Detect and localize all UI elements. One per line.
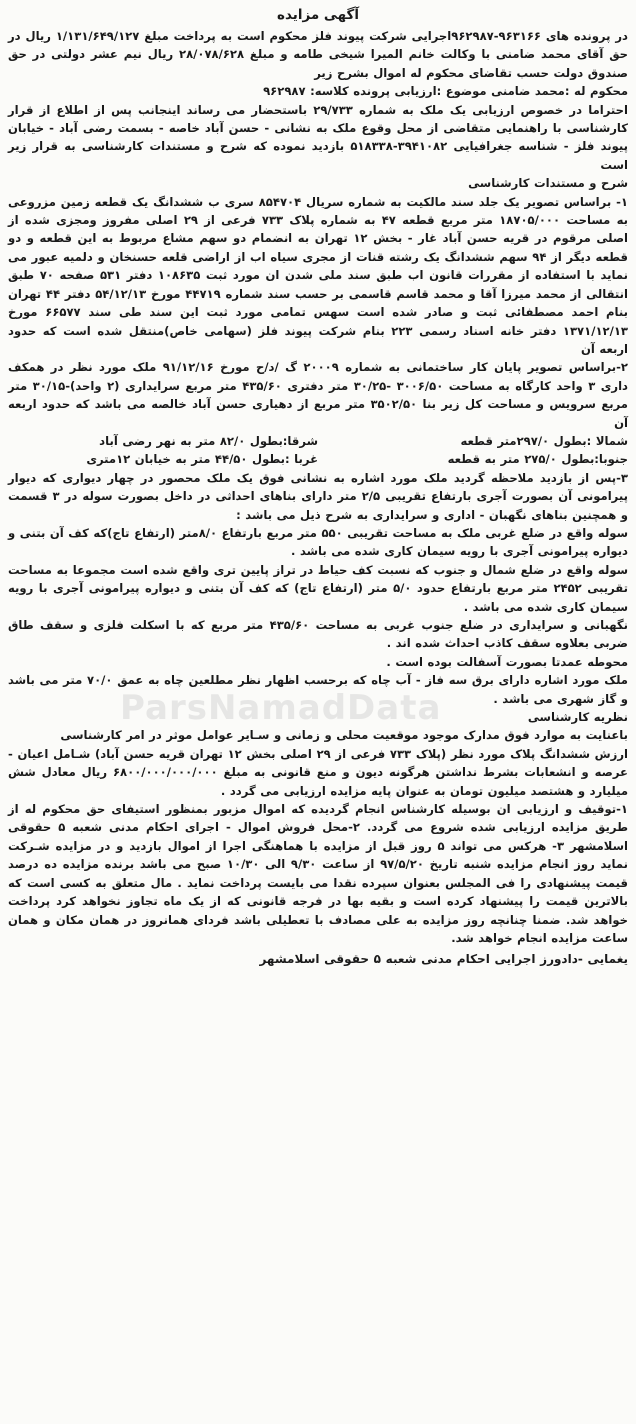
intro-paragraph: در پرونده های ۹۶۳۱۶۶-۹۶۲۹۸۷اجرایی شرکت پیوند فلز محکوم است به پرداخت مبلغ ۱/۱۳۱/۶۴۹/۱۲۷ ریال در حق آقای محمد ضامنی با وکالت خانم المیرا شیخی طامه و مبلغ ۲۸/۰۷۸/۶۲۸ ریال نیم عشر دولتی در حق صندوق دولت حسب تقاضای محکوم له اموال بشرح زیر (8, 29, 629, 80)
boundary-south: جنوبا:بطول ۲۷۵/۰ متر به قطعه (447, 452, 628, 467)
item-3-guard-house: نگهبانی و سرایداری در ضلع جنوب غربی به مساحت ۴۳۵/۶۰ متر مربع که با اسکلت فلزی و سقف طاق ضربی بعلاوه سقف کاذب احداث شده اند . (8, 618, 628, 651)
section-heading-opinion: نظریه کارشناسی (527, 710, 628, 725)
item-1-deed: ۱- براساس تصویر یک جلد سند مالکیت به شماره سریال ۸۵۴۷۰۴ سری ب ششدانگ یک قطعه زمین مزروعی به مساحت ۱۸۷۰۵/۰۰۰ متر مربع قطعه ۴۷ به شماره پلاک ۷۳۳ فرعی از ۲۹ اصلی مفروز ومجزی شده از اصلی مرقوم در قریه حسن آباد غار - بخش ۱۲ تهران به انضمام دو سهم مشاع مربوط به این قطعه و دو قطعه دیگر از ۹۴ سهم ششدانگ یک رشته قنات از مجری سیاه اب از اراضی قلعه حسنخان و دلمیه عبور می نماید با استفاده از مقررات قانون اب طبق سند ملی شدن ان مورد ثبت ۱۰۸۶۳۵ دفتر ۵۳۱ صفحه ۷۰ طبق انتقالی از محمد میرزا آقا و محمد قاسم قاسمی بر حسب سند شماره ۴۴۷۱۹ مورخ ۵۴/۱۲/۱۳ دفتر ۴۴ تهران بنام احمد مصطفائی ثبت و صادر شده است سهس تمامی مورد ثبت این سند طی سند ۶۶۵۷۷ مورخ ۱۳۷۱/۱۲/۱۳ دفتر خانه اسناد رسمی ۲۲۳ بنام شرکت پیوند فلز (سهامی خاص)منتقل شده است که حدود اربعه آن (8, 194, 629, 356)
item-3-west-hall: سوله واقع در ضلع غربی ملک به مساحت تقریبی ۵۵۰ متر مربع بارتفاع ۸/۰متر (ارتفاع تاج)که کف آن بتنی و دیواره پیرامونی آجری با رویه سیمان کاری شده می باشد . (8, 525, 628, 559)
boundary-west: غربا :بطول ۴۴/۵۰ متر به خیابان ۱۲متری (86, 452, 318, 467)
section-heading-documents: شرح و مستندات کارشناسی (468, 176, 628, 191)
opinion-paragraph-2: ارزش ششدانگ پلاک مورد نظر (پلاک ۷۳۳ فرعی از ۲۹ اصلی بخش ۱۲ تهران قریه حسن آباد) شـامل اعیان - عرصه و انشعابات بشرط نداشتن هرگونه دیون و منع قانونی به مبلغ ۶۸۰۰/۰۰۰/۰۰۰/۰۰۰ ریال معادل شش میلیارد و هشتصد میلیون تومان به عنوان پایه مزایده ارزیابی می گردد . (8, 746, 628, 798)
assessment-paragraph: احتراما در خصوص ارزیابی یک ملک به شماره ۲۹/۷۳۳ باستحضار می رساند اینجانب پس از اطلاع از قرار کارشناسی با راهنمایی متقاضی از محل وقوع ملک به نشانی - حسن آباد خاصه - بسمت رضی آباد - خیابان پیوند فلز - شناسه جغرافیایی ۳۹۴۱۰۸۲-۵۱۸۳۳۸ بازدید نموده که شرح و مستندات کارشناسی به قرار زیر است (8, 102, 629, 172)
notice-body (8, 27, 628, 969)
item-3-yard: محوطه عمدتا بصورت آسفالت بوده است . (386, 654, 628, 669)
item-2-building-permit: ۲-براساس تصویر پایان کار ساختمانی به شماره ۲۰۰۰۹ گ /د/ح مورخ ۹۱/۱۲/۱۶ ملک مورد نظر در همکف داری ۳ واحد کارگاه به مساحت ۳۰۰۶/۵۰ -۳۰/۲۵ متر دفتری ۴۳۵/۶۰ متر مربع سرایداری (۲ واحد)-۳۰/۱۵ متر مربع سرویس و مساحت کل زیر بنا ۳۵۰۲/۵۰ متر مربع از دهیاری حسن آباد خالصه می باشد که حدود اربعه آن (8, 360, 629, 430)
boundary-north: شمالا :بطول ۲۹۷/۰متر قطعه (460, 433, 628, 448)
item-3-inspection: ۳-پس از بازدید ملاحظه گردید ملک مورد اشاره به نشانی فوق یک ملک محصور در چهار دیواری که دیوار پیرامونی آن بصورت آجری بارتفاع تقریبی ۲/۵ متر دارای بناهای احداثی در داخل بصورت سوله در ۳ قسمت و همچنین بناهای نگهبان - اداری و سرایداری به شرح ذیل می باشد : (8, 470, 628, 522)
property-boundaries (8, 432, 628, 469)
item-3-utilities: ملک مورد اشاره دارای برق سه فاز - آب چاه که برحسب اظهار نظر مطلعین چاه به عمق ۷۰/۰ متر می باشد و گاز شهری می باشد . (8, 673, 628, 706)
opinion-paragraph-1: باعنایت به موارد فوق مدارک موجود موقعیت محلی و زمانی و سـایر عوامل موثر در امر کارشناسی (60, 728, 628, 743)
boundary-east: شرقا:بطول ۸۲/۰ متر به نهر رضی آباد (99, 433, 318, 448)
signature-line: یغمایی -دادورز اجرایی احکام مدنی شعبه ۵ حقوقی اسلامشهر (259, 952, 628, 967)
auction-terms: ۱-توقیف و ارزیابی ان بوسیله کارشناس انجام گردیده که اموال مزبور بمنظور استیفای حق محکوم له از طریق مزایده ارزیابی شده شروع می گردد. ۲-محل فروش اموال - اجرای احکام مدنی شعبه ۵ حقوقی اسلامشهر ۳- هرکس می تواند ۵ روز قبل از مزایده با هماهنگی اجرا از اموال بازدید و در مزایده شـرکت نماید روز انجام مزایده شنبه تاریخ ۹۷/۵/۲۰ از ساعت ۹/۳۰ الی ۱۰/۳۰ صبح می باشد برنده مزایده ده درصد قیمت پیشنهادی را فی المجلس بعنوان سپرده نقدا می بایست پرداخت نماید . مال متعلق به کسی است که بالاترین قیمت را پیشنهاد کرده است و بقیه بها در فرجه قانونی که از یک ماه تجاوز نخواهد کرد پرداخت خواهد شد. ضمنا چنانچه روز مزایده به علی مصادف با تعطیلی باشد فردای همانروز در همان مکان و همان ساعت مزایده انجام خواهد شد. (8, 802, 628, 945)
case-line: محکوم له :محمد ضامنی موضوع :ارزیابی پرونده کلاسه: ۹۶۲۹۸۷ (263, 84, 628, 99)
notice-title: آگهی مزایده (277, 7, 359, 23)
item-3-north-south-hall: سوله واقع در ضلع شمال و جنوب که نسبت کف حیاط در تراز پایین تری واقع شده است مجموعا به مساحت تقریبی ۲۴۵۲ متر مربع بارتفاع حدود ۵/۰ متر (ارتفاع تاج) که کف آن بتنی و دیواره پیرامونی آجری با رویه سیمان کاری شده می باشد . (8, 562, 629, 614)
watermark-logo: ParsNamadData (120, 688, 442, 728)
